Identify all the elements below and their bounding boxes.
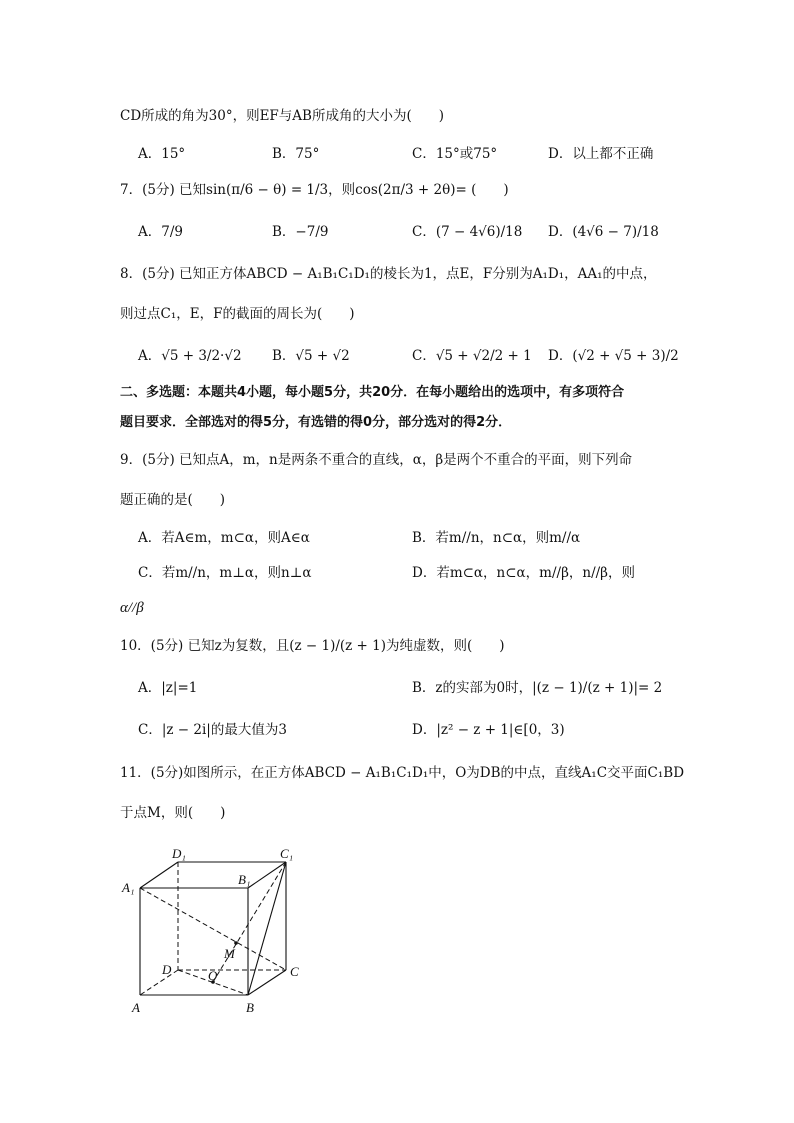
- q8-line2: 则过点C₁，E，F的截面的周长为( ): [120, 306, 355, 322]
- segment-c1b: [248, 862, 286, 995]
- label-a1: A₁: [122, 880, 135, 895]
- q7-stem-post: ，则: [328, 182, 356, 198]
- point-m: [234, 941, 238, 945]
- q10-option-d: D．|z² − z + 1|∈[0，3): [412, 722, 565, 738]
- q6-option-d: D．以上都不正确: [548, 146, 654, 162]
- q10-stem: 10．(5分) 已知z为复数，且(z − 1)/(z + 1)为纯虚数，则( ): [120, 638, 505, 654]
- q10-option-b: B．z的实部为0时，|(z − 1)/(z + 1)|= 2: [412, 680, 663, 696]
- q9-line2: 题正确的是( ): [120, 492, 226, 508]
- label-b: B: [246, 1000, 254, 1015]
- edge-a1d1: [140, 862, 178, 888]
- q6-option-a: A．15°: [138, 146, 186, 162]
- q11-line1: 11．(5分)如图所示，在正方体ABCD − A₁B₁C₁D₁中，O为DB的中点，直线A₁C交平面C₁BD: [120, 765, 685, 781]
- q7-stem: [120, 180, 509, 200]
- q7-tail: = ( ): [455, 182, 509, 198]
- hidden-edge-da: [140, 970, 178, 995]
- label-b1: B₁: [238, 872, 251, 887]
- label-c: C: [290, 964, 299, 979]
- q7-option-d: D．(4√6 − 7)/18: [548, 224, 659, 240]
- label-c1: C₁: [280, 846, 294, 861]
- q8-option-b: B．√5 + √2: [272, 348, 350, 364]
- section2-heading-line2: 题目要求．全部选对的得5分，有选错的得0分，部分选对的得2分．: [120, 415, 512, 430]
- q11-line2: 于点M，则( ): [120, 805, 226, 821]
- q9-option-a: A．若A∈m，m⊂α，则A∈α: [138, 530, 310, 546]
- label-a: A: [132, 1000, 140, 1015]
- edge-c1b1: [248, 862, 286, 888]
- q7-option-b: B．−7/9: [272, 224, 329, 240]
- q9-option-c: C．若m//n，m⊥α，则n⊥α: [138, 565, 312, 581]
- label-d: D: [162, 962, 172, 977]
- label-d1: D₁: [172, 846, 186, 861]
- q7-option-c: C．(7 − 4√6)/18: [412, 224, 523, 240]
- label-m: M: [224, 946, 235, 961]
- label-o: O: [208, 968, 218, 983]
- q8-option-c: C．√5 + √2/2 + 1: [412, 348, 532, 364]
- q9-option-d-continuation: α//β: [120, 600, 144, 616]
- hidden-diagonal-a1c: [140, 888, 286, 970]
- q7-expr1: sin(π/6 − θ) = 1/3: [206, 182, 329, 198]
- q8-line1: 8．(5分) 已知正方体ABCD − A₁B₁C₁D₁的棱长为1，点E，F分别为A₁D₁，AA₁的中点，: [120, 266, 657, 282]
- q9-line1: 9．(5分) 已知点A，m，n是两条不重合的直线，α，β是两个不重合的平面，则下列命: [120, 452, 633, 468]
- q9-option-d: D．若m⊂α，n⊂α，m//β，n//β，则: [412, 565, 635, 581]
- q6-option-b: B．75°: [272, 146, 320, 162]
- q8-option-a: A．√5 + 3/2·√2: [138, 348, 242, 364]
- q7-stem-pre: 7．(5分) 已知: [120, 182, 207, 198]
- q10-option-c: C．|z − 2i|的最大值为3: [138, 722, 287, 738]
- q6-continuation: CD所成的角为30°，则EF与AB所成角的大小为( ): [120, 108, 445, 124]
- section2-heading-line1: 二、多选题：本题共4小题，每小题5分，共20分．在每小题给出的选项中，有多项符合: [120, 385, 625, 400]
- q7-expr2: cos(2π/3 + 2θ): [355, 182, 456, 198]
- q10-option-a: A．|z|=1: [138, 680, 198, 696]
- q7-option-a: A．7/9: [138, 224, 183, 240]
- cube-figure: [120, 840, 320, 1020]
- q6-option-c: C．15°或75°: [412, 146, 498, 162]
- q8-option-d: D．(√2 + √5 + 3)/2: [548, 348, 679, 364]
- q9-option-b: B．若m//n，n⊂α，则m//α: [412, 530, 581, 546]
